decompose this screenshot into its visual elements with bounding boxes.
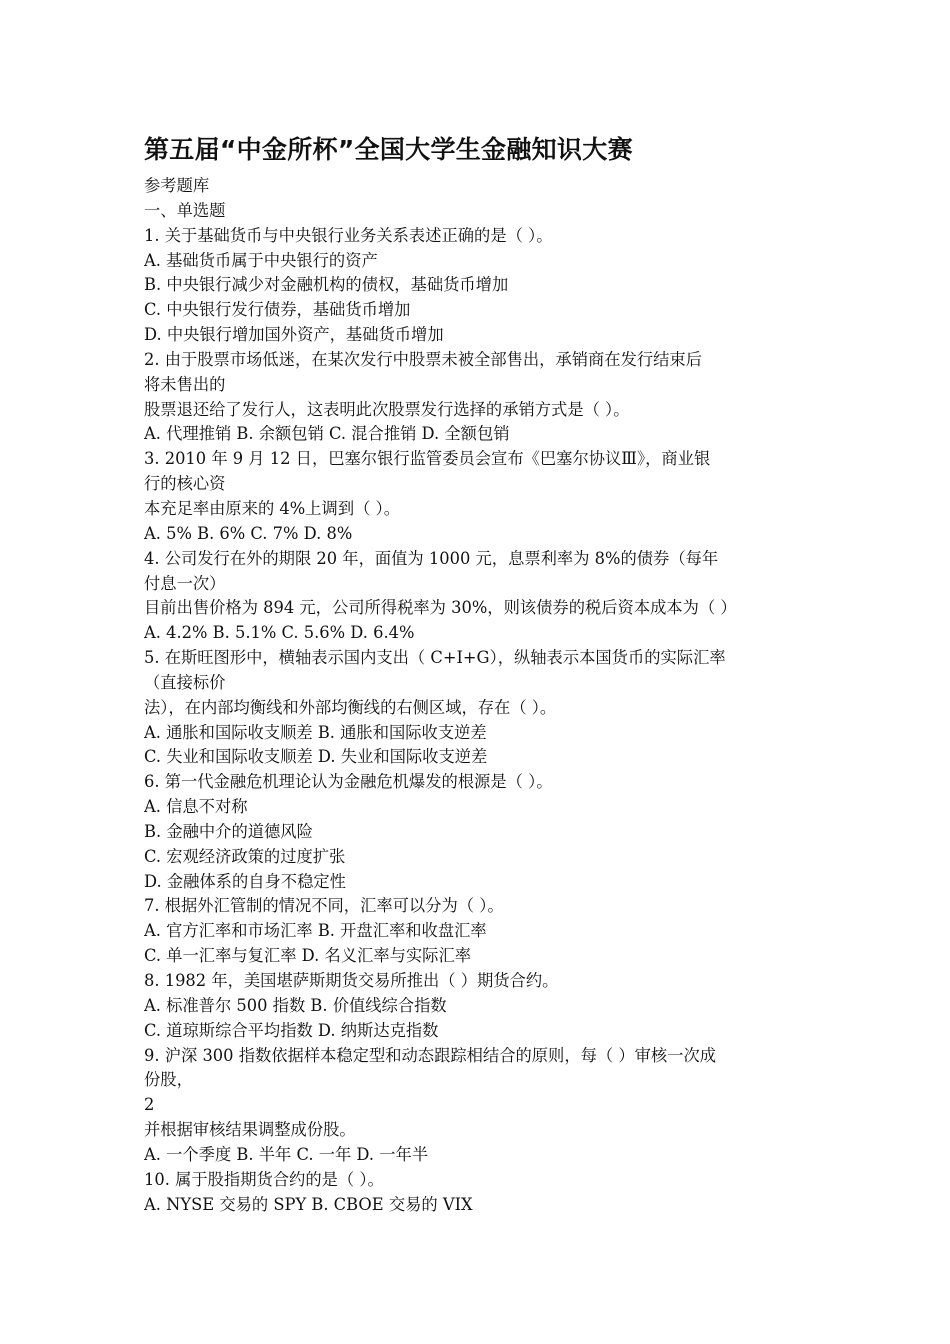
text-line: C. 中央银行发行债券，基础货币增加 (144, 300, 411, 320)
text-line: 8. 1982 年，美国堪萨斯期货交易所推出（ ）期货合约。 (144, 971, 559, 990)
text-line: 股票退还给了发行人，这表明此次股票发行选择的承销方式是（ ）。 (144, 399, 630, 419)
text-line: 9. 沪深 300 指数依据样本稳定型和动态跟踪相结合的原则，每（ ）审核一次成 (144, 1045, 717, 1065)
text-line: 2. 由于股票市场低迷，在某次发行中股票未被全部售出，承销商在发行结束后 (144, 349, 702, 369)
text-line: 一、单选题 (144, 200, 226, 220)
text-line: B. 金融中介的道德风险 (144, 821, 313, 841)
text-line: 7. 根据外汇管制的情况不同，汇率可以分为（ ）。 (144, 896, 504, 916)
text-line: 4. 公司发行在外的期限 20 年，面值为 1000 元，息票利率为 8%的债券（每年 (144, 548, 719, 568)
text-line: A. NYSE 交易的 SPY B. CBOE 交易的 VIX (144, 1194, 473, 1214)
text-line: 5. 在斯旺图形中，横轴表示国内支出（ C+I+G），纵轴表示本国货币的实际汇率 (144, 648, 726, 668)
text-line: A. 5% B. 6% C. 7% D. 8% (144, 523, 353, 543)
text-line: A. 一个季度 B. 半年 C. 一年 D. 一年半 (144, 1144, 429, 1164)
text-line: （直接标价 (144, 672, 226, 692)
text-line: 行的核心资 (144, 474, 226, 494)
text-line: C. 道琼斯综合平均指数 D. 纳斯达克指数 (144, 1020, 439, 1040)
text-line: A. 4.2% B. 5.1% C. 5.6% D. 6.4% (144, 623, 415, 643)
text-line: D. 金融体系的自身不稳定性 (144, 871, 346, 891)
text-line: 3. 2010 年 9 月 12 日，巴塞尔银行监管委员会宣布《巴塞尔协议Ⅲ》，商业银 (144, 449, 711, 469)
document-title: 第五届“中金所杯”全国大学生金融知识大赛 (144, 135, 633, 164)
text-line: 6. 第一代金融危机理论认为金融危机爆发的根源是（ ）。 (144, 772, 553, 792)
document-body (144, 174, 814, 1217)
text-line: 1. 关于基础货币与中央银行业务关系表述正确的是（ ）。 (144, 225, 553, 245)
text-line: 法），在内部均衡线和外部均衡线的右侧区域，存在（ ）。 (144, 697, 557, 717)
text-line: D. 中央银行增加国外资产，基础货币增加 (144, 325, 444, 345)
text-line: 并根据审核结果调整成份股。 (144, 1120, 356, 1140)
text-line: 2 (144, 1095, 155, 1115)
text-line: A. 标准普尔 500 指数 B. 价值线综合指数 (144, 995, 447, 1015)
text-line: A. 通胀和国际收支顺差 B. 通胀和国际收支逆差 (144, 722, 487, 742)
text-line: A. 代理推销 B. 余额包销 C. 混合推销 D. 全额包销 (144, 424, 510, 444)
text-line: 参考题库 (144, 176, 210, 195)
text-line: C. 单一汇率与复汇率 D. 名义汇率与实际汇率 (144, 946, 472, 966)
text-line: 目前出售价格为 894 元，公司所得税率为 30%，则该债券的税后资本成本为（ ） (144, 598, 737, 618)
text-line: 10. 属于股指期货合约的是（ ）。 (144, 1169, 384, 1189)
text-line: A. 信息不对称 (144, 797, 248, 817)
text-line: C. 失业和国际收支顺差 D. 失业和国际收支逆差 (144, 747, 488, 767)
text-line: C. 宏观经济政策的过度扩张 (144, 846, 346, 866)
text-line: 将未售出的 (144, 374, 226, 394)
text-line: B. 中央银行减少对金融机构的债权，基础货币增加 (144, 275, 509, 295)
text-line: 本充足率由原来的 4%上调到（ ）。 (144, 498, 400, 518)
text-line: A. 基础货币属于中央银行的资产 (144, 250, 378, 270)
text-line: A. 官方汇率和市场汇率 B. 开盘汇率和收盘汇率 (144, 921, 487, 941)
text-line: 份股， (144, 1070, 193, 1090)
text-line: 付息一次） (144, 573, 226, 593)
